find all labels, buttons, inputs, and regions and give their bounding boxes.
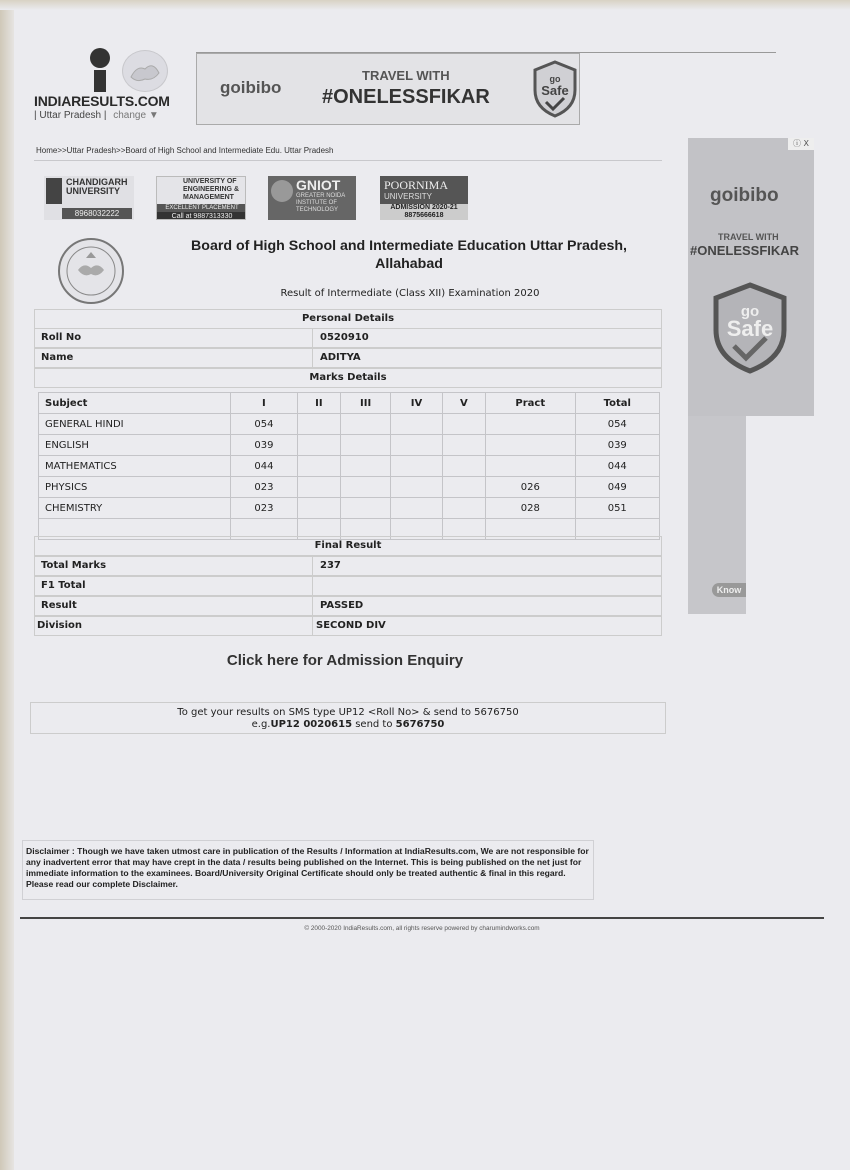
mark-cell: 054	[230, 414, 297, 435]
goibibo-safe-shield-icon	[712, 282, 788, 374]
total-marks-label: Total Marks	[41, 560, 107, 571]
subject-cell: MATHEMATICS	[39, 456, 231, 477]
col-v: V	[442, 393, 485, 414]
sponsor2-call: Call at 9887313330	[157, 212, 246, 220]
up-state-emblem-icon	[122, 50, 168, 92]
subject-cell: GENERAL HINDI	[39, 414, 231, 435]
mark-cell	[297, 477, 340, 498]
total-marks-value: 237	[320, 560, 341, 571]
subject-cell: CHEMISTRY	[39, 498, 231, 519]
personal-heading-row	[34, 309, 662, 329]
top-ad-brand: goibibo	[220, 78, 282, 97]
col-subject: Subject	[39, 393, 231, 414]
total-cell: 039	[575, 435, 660, 456]
col-iii: III	[340, 393, 391, 414]
right-shield-go: go	[740, 303, 760, 320]
goibibo-safe-shield-icon	[532, 60, 578, 118]
sponsor4-admission: ADMISSION 2020-21 8875666618	[380, 204, 468, 220]
sponsor1-phone: 8968032222	[62, 208, 132, 219]
pract-cell: 028	[486, 498, 575, 519]
mark-cell	[391, 456, 442, 477]
right-ad-line2: #ONELESSFIKAR	[690, 243, 800, 258]
result-value: PASSED	[320, 600, 364, 611]
mark-cell	[442, 477, 485, 498]
site-logo[interactable]: INDIARESULTS.COM	[34, 93, 170, 109]
sms-line1: To get your results on SMS type UP12 <Roll No> & send to 5676750	[177, 707, 519, 718]
mark-cell	[340, 435, 391, 456]
division-value: SECOND DIV	[316, 620, 386, 631]
name-label: Name	[41, 352, 74, 363]
result-label: Result	[41, 600, 77, 611]
pract-cell	[486, 456, 575, 477]
copyright: © 2000-2020 IndiaResults.com, all rights reserve powered by charumindworks.com	[304, 925, 540, 932]
subject-cell: ENGLISH	[39, 435, 231, 456]
admission-enquiry-link[interactable]: Click here for Admission Enquiry	[226, 652, 464, 669]
disclaimer-text: Disclaimer : Though we have taken utmost care in publication of the Results / Information at IndiaResults.com, We are not responsible for any inadvertent error that may have crept in the data / results being published on the Internet. This is being published on the net just for immediate information to the examinees. Board/University Original Certificate should only be treated authentic & final in this regard. Please read our complete Disclaimer.	[26, 846, 589, 889]
right-shield-safe: Safe	[726, 316, 774, 341]
sponsor2-tag: EXCELLENT PLACEMENT	[157, 204, 246, 212]
footer-rule	[20, 917, 824, 919]
col-i: I	[230, 393, 297, 414]
mark-cell	[340, 498, 391, 519]
marks-table	[38, 392, 660, 540]
name-row	[34, 348, 662, 368]
sponsor-poornima[interactable]	[380, 176, 468, 220]
up-board-seal-icon	[58, 238, 124, 304]
mark-cell: 039	[230, 435, 297, 456]
total-marks-row	[34, 556, 662, 576]
table-row	[39, 498, 660, 519]
pract-cell	[486, 414, 575, 435]
mark-cell	[442, 414, 485, 435]
mark-cell	[391, 435, 442, 456]
breadcrumb[interactable]: Home>>Uttar Pradesh>>Board of High School and Intermediate Edu. Uttar Pradesh	[36, 146, 334, 155]
f1-total-label: F1 Total	[41, 580, 86, 591]
mark-cell	[297, 456, 340, 477]
state-selector	[34, 110, 159, 121]
sponsor4-sub: UNIVERSITY	[384, 192, 433, 201]
pract-cell	[486, 435, 575, 456]
marks-heading-row	[34, 368, 662, 388]
board-title: Board of High School and Intermediate Education Uttar Pradesh, Allahabad	[191, 238, 627, 272]
sms-info-box	[30, 702, 666, 734]
roll-no-label: Roll No	[41, 332, 82, 343]
paper-top-edge	[0, 0, 850, 10]
subject-cell: PHYSICS	[39, 477, 231, 498]
mark-cell	[340, 414, 391, 435]
table-row	[39, 435, 660, 456]
col-iv: IV	[391, 393, 442, 414]
sms-eg: e.g.	[251, 719, 271, 730]
top-shield-go: go	[549, 74, 561, 84]
right-ad-banner[interactable]	[688, 138, 814, 416]
top-ad-line2: #ONELESSFIKAR	[322, 86, 490, 108]
total-cell: 051	[575, 498, 660, 519]
breadcrumb-rule	[34, 160, 662, 161]
mark-cell: 023	[230, 498, 297, 519]
know-more-button[interactable]: Know	[712, 583, 746, 597]
f1-total-row	[34, 576, 662, 596]
sponsor-gniot[interactable]	[268, 176, 356, 220]
total-cell: 049	[575, 477, 660, 498]
result-row	[34, 596, 662, 616]
total-cell: 044	[575, 456, 660, 477]
sponsor2-name: UNIVERSITY OF ENGINEERING & MANAGEMENT	[183, 178, 240, 201]
right-ad-brand: goibibo	[710, 185, 779, 206]
sms-example-code: UP12 0020615	[270, 719, 353, 730]
mark-cell	[297, 498, 340, 519]
mark-cell	[297, 435, 340, 456]
col-pract: Pract	[486, 393, 575, 414]
roll-no-value: 0520910	[320, 332, 369, 343]
table-row	[39, 456, 660, 477]
table-row	[39, 477, 660, 498]
mark-cell: 023	[230, 477, 297, 498]
division-row	[34, 616, 662, 636]
col-total: Total	[575, 393, 660, 414]
mark-cell	[297, 414, 340, 435]
mark-cell	[391, 477, 442, 498]
exam-title: Result of Intermediate (Class XII) Examination 2020	[280, 288, 540, 299]
personal-details-heading: Personal Details	[301, 313, 395, 324]
roll-no-row	[34, 328, 662, 348]
right-ad-line1: TRAVEL WITH	[718, 232, 779, 242]
total-cell: 054	[575, 414, 660, 435]
final-result-heading: Final Result	[314, 540, 382, 551]
sponsor-chandigarh-university[interactable]	[44, 176, 134, 220]
sms-line2	[31, 719, 665, 731]
table-row	[39, 414, 660, 435]
mark-cell	[442, 456, 485, 477]
mark-cell: 044	[230, 456, 297, 477]
sponsor3-name: GNIOT	[296, 177, 341, 193]
marks-header-row	[39, 393, 660, 414]
sponsor-uem[interactable]	[156, 176, 246, 220]
division-label: Division	[37, 620, 83, 631]
mark-cell	[340, 456, 391, 477]
name-value: ADITYA	[320, 352, 361, 363]
indiaresults-logo-icon	[88, 48, 112, 92]
change-state-link[interactable]: change ▼	[113, 110, 159, 121]
mark-cell	[442, 498, 485, 519]
top-shield-safe: Safe	[541, 83, 569, 98]
mark-cell	[391, 414, 442, 435]
marks-details-heading: Marks Details	[309, 372, 387, 383]
mark-cell	[340, 477, 391, 498]
sponsor3-sub: GREATER NOIDA INSTITUTE OF TECHNOLOGY	[296, 193, 345, 213]
mark-cell	[391, 498, 442, 519]
state-label: | Uttar Pradesh |	[34, 110, 107, 121]
final-heading-row	[34, 536, 662, 556]
sponsor4-name: POORNIMA	[384, 178, 449, 192]
sponsor1-name: CHANDIGARH UNIVERSITY	[66, 177, 128, 196]
sms-number: 5676750	[395, 719, 445, 730]
ad-close-icon[interactable]: ⓘ X	[788, 138, 814, 150]
pract-cell: 026	[486, 477, 575, 498]
paper-edge	[0, 0, 14, 1170]
mark-cell	[442, 435, 485, 456]
sms-send-to: send to	[352, 719, 396, 730]
top-ad-line1: TRAVEL WITH	[362, 68, 450, 83]
col-ii: II	[297, 393, 340, 414]
